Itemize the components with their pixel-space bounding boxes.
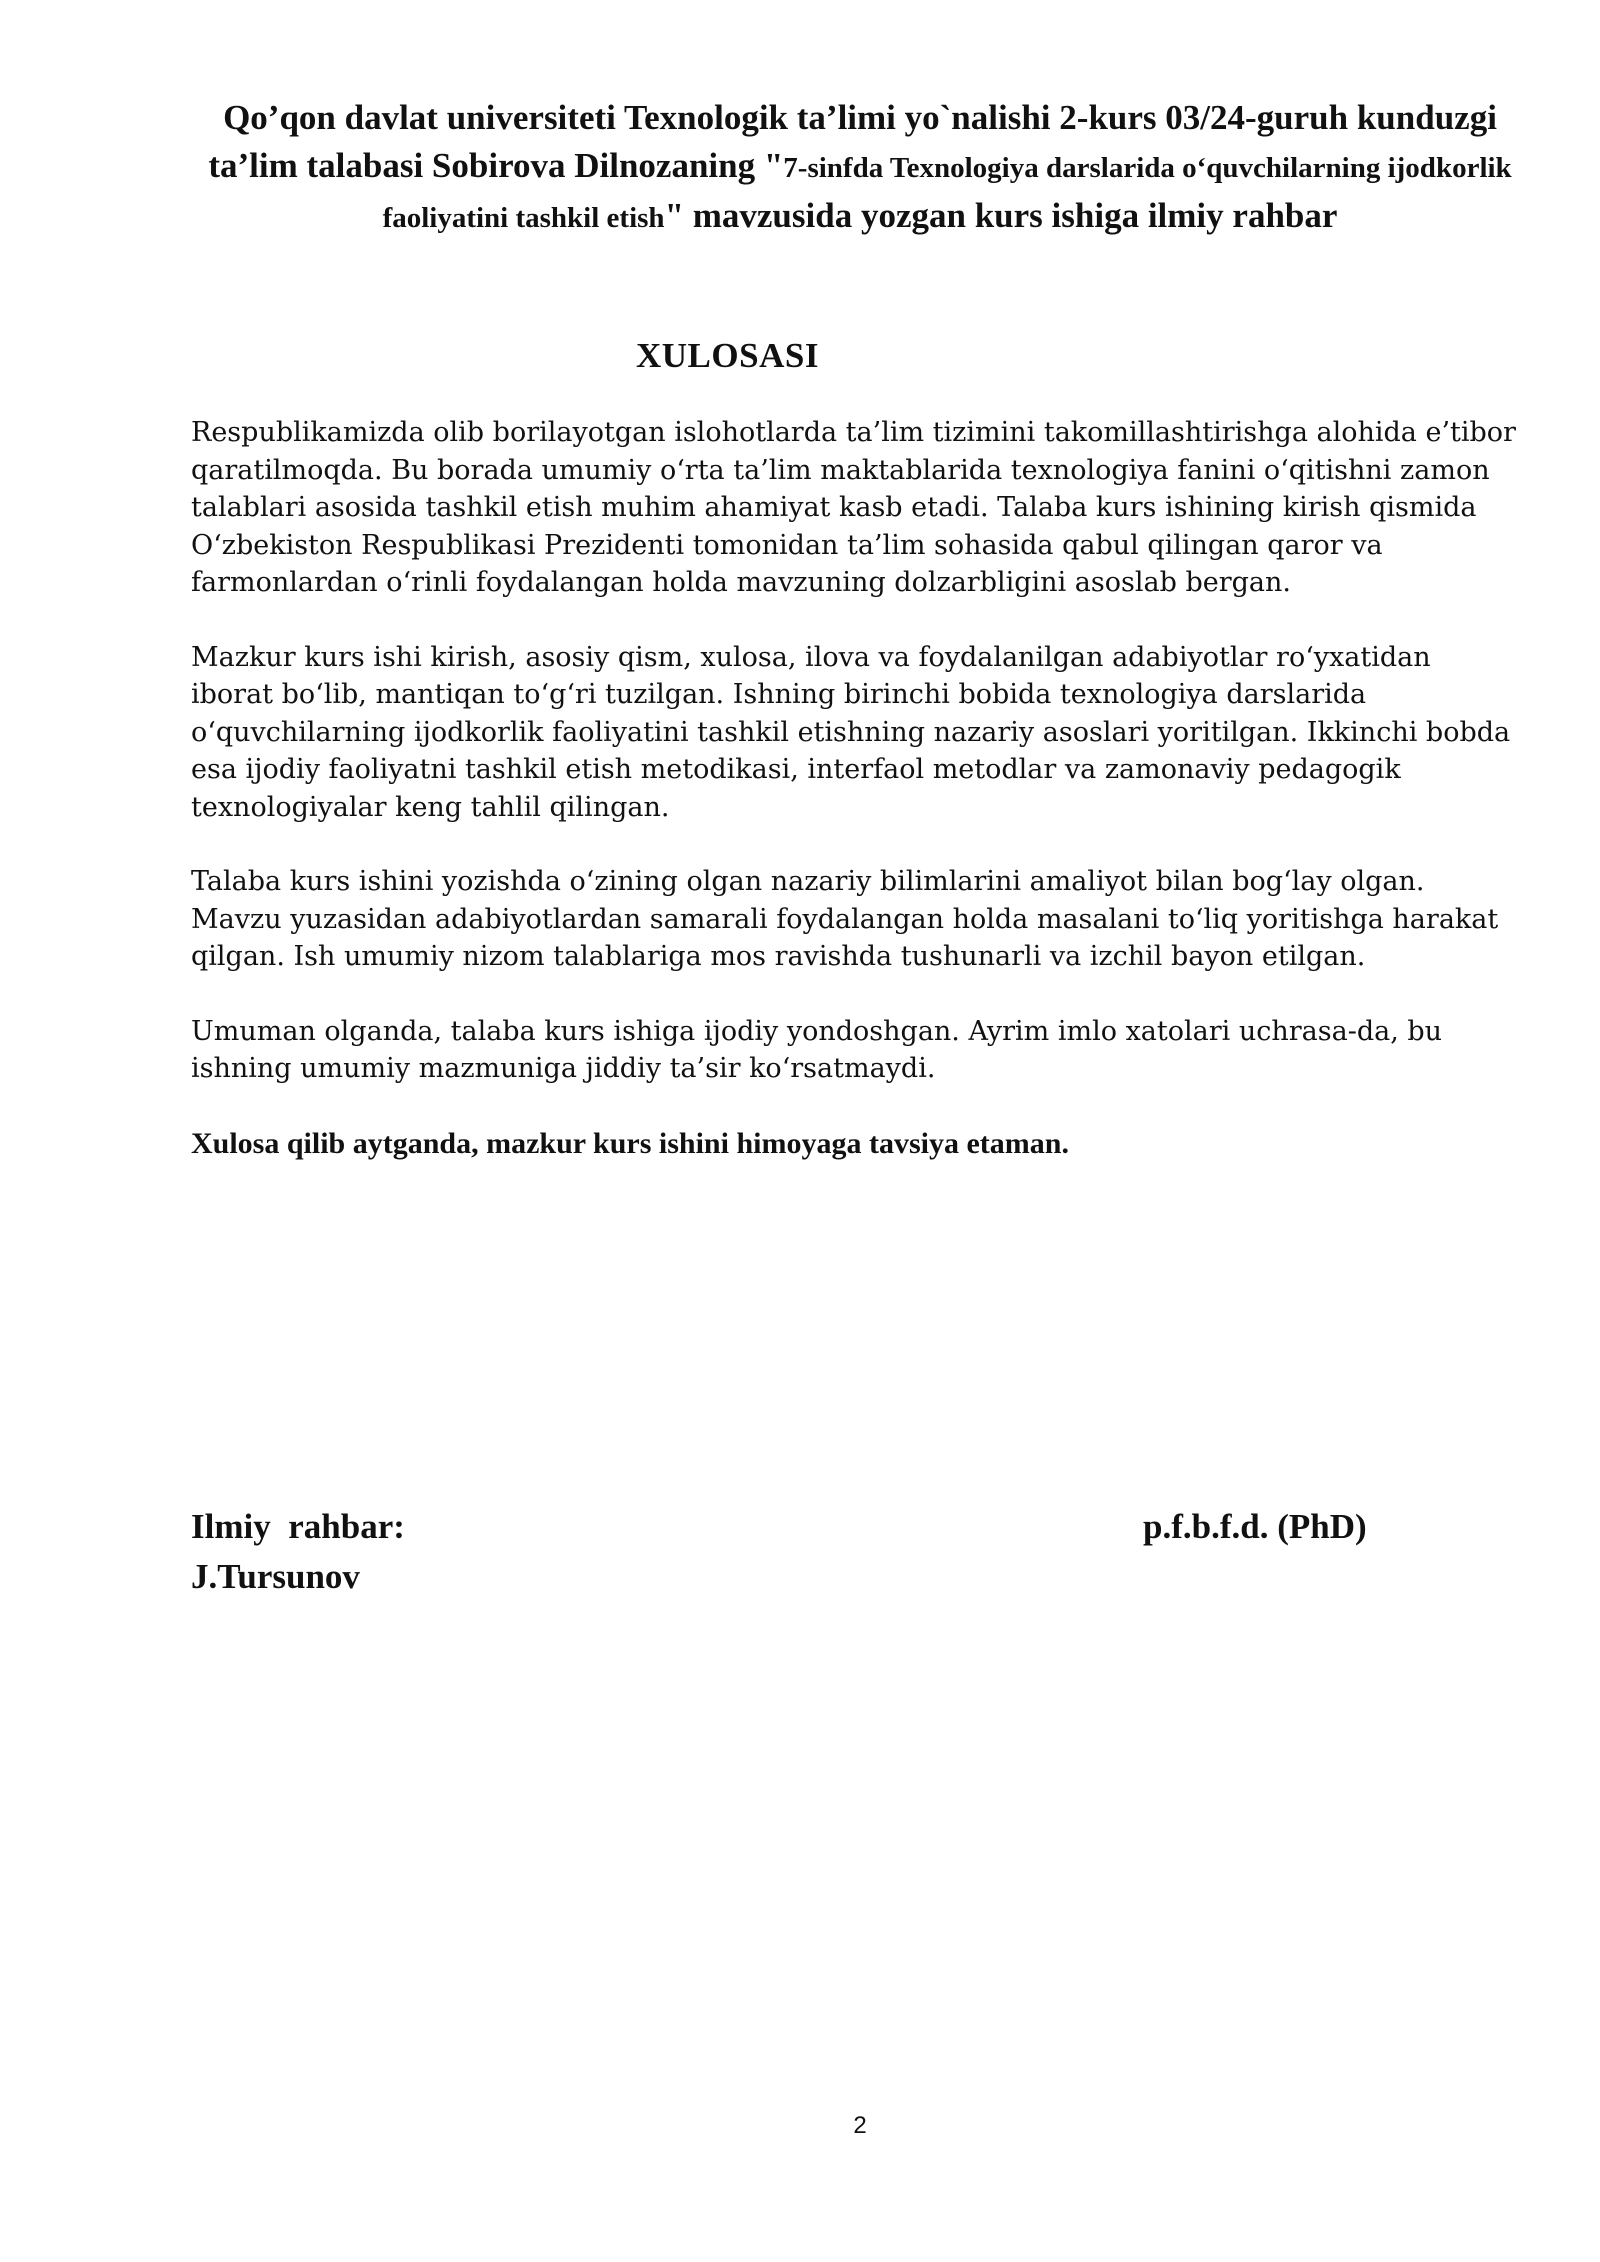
header-text-part2: " mavzusida yozgan kurs ishiga ilmiy rahbar <box>664 196 1338 235</box>
document-body <box>191 414 1521 1199</box>
header-topic: 7-sinfda Texnologiya darslarida o‘quvchilarning ijodkorlik faoliyatini tashkil etish <box>382 152 1512 234</box>
paragraph-2: Mazkur kurs ishi kirish, asosiy qism, xulosa, ilova va foydalanilgan adabiyotlar ro‘yxatidan iborat bo‘lib, mantiqan to‘g‘ri tuzilgan. Ishning birinchi bobida texnologiya darslarida o‘quvchilarning ijodkorlik faoliyatini tashkil etishning nazariy asoslari yoritilgan. Ikkinchi bobda esa ijodiy faoliyatni tashkil etish metodikasi, interfaol metodlar va zamonaviy pedagogik texnologiyalar keng tahlil qilingan. <box>191 641 1511 823</box>
conclusion-statement: Xulosa qilib aytganda, mazkur kurs ishini himoyaga tavsiya etaman. <box>191 1126 1069 1160</box>
paragraph-4: Umuman olganda, talaba kurs ishiga ijodiy yondoshgan. Ayrim imlo xatolari uchrasa-da, bu ishning umumiy mazmuniga jiddiy ta’sir ko‘rsatmaydi. <box>191 1015 1443 1084</box>
document-header <box>190 94 1530 242</box>
paragraph-3: Talaba kurs ishini yozishda o‘zining olgan nazariy bilimlarini amaliyot bilan bog‘lay olgan. Mavzu yuzasidan adabiyotlardan samarali foydalangan holda masalani to‘liq yoritishga harakat qilgan. Ish umumiy nizom talablariga mos ravishda tushunarli va izchil bayon etilgan. <box>191 866 1499 972</box>
header-text-part1: Qo’qon davlat universiteti Texnologik ta’limi yo`nalishi 2-kurs 03/24-guruh kunduzgi ta’lim talabasi Sobirova Dilnozaning " <box>208 98 1497 185</box>
supervisor-degree: p.f.b.f.d. (PhD) <box>1143 1507 1367 1546</box>
document-title: XULOSASI <box>636 336 819 375</box>
paragraph-1: Respublikamizda olib borilayotgan islohotlarda ta’lim tizimini takomillashtirishga alohida e’tibor qaratilmoqda. Bu borada umumiy o‘rta ta’lim maktablarida texnologiya fanini o‘qitishni zamon talablari asosida tashkil etish muhim ahamiyat kasb etadi. Talaba kurs ishining kirish qismida O‘zbekiston Respublikasi Prezidenti tomonidan ta’lim sohasida qabul qilingan qaror va farmonlardan o‘rinli foydalangan holda mavzuning dolzarbligini asoslab bergan. <box>191 417 1516 598</box>
supervisor-label: Ilmiy rahbar: <box>191 1507 405 1546</box>
supervisor-name: J.Tursunov <box>191 1557 360 1596</box>
page-number: 2 <box>853 2112 867 2139</box>
